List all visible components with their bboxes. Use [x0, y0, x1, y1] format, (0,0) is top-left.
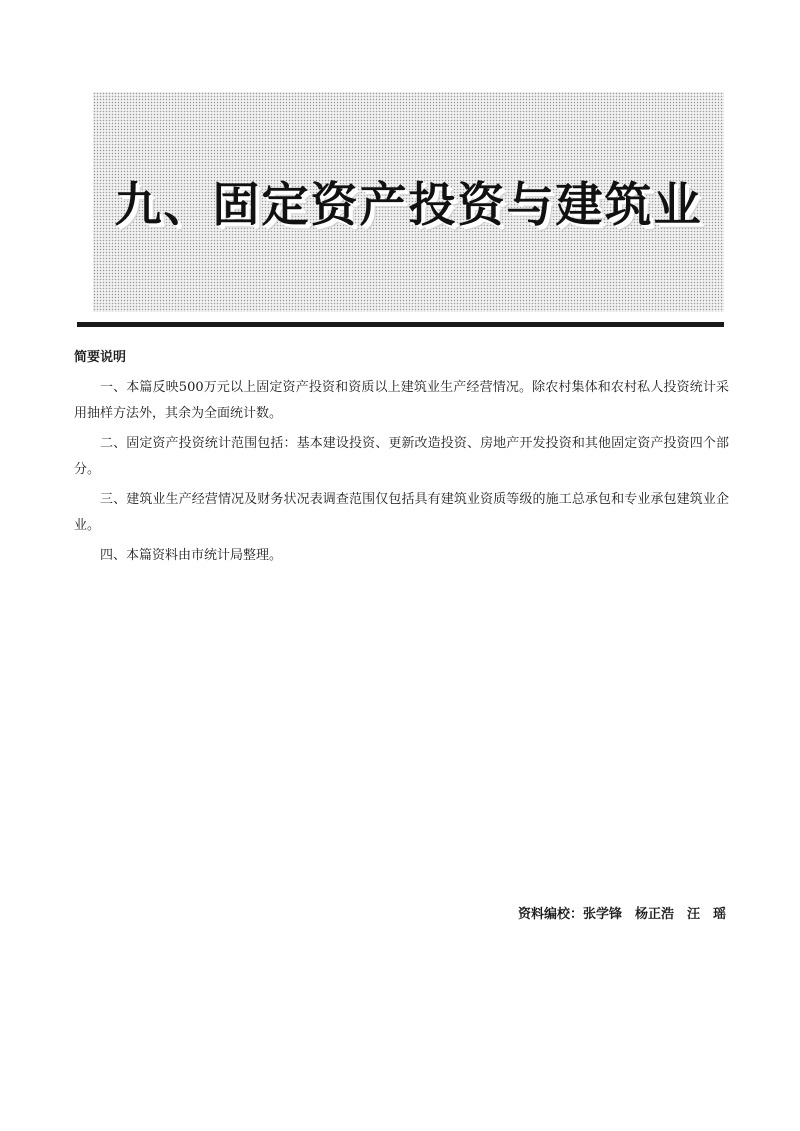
- summary-heading: 简要说明: [74, 350, 127, 365]
- title-divider: [77, 322, 724, 327]
- summary-paragraph-4: 四、本篇资料由市统计局整理。: [100, 548, 283, 563]
- summary-paragraph-1: 一、本篇反映500万元以上固定资产投资和资质以上建筑业生产经营情况。除农村集体和农村私人投资统计采用抽样方法外，其余为全面统计数。: [74, 380, 729, 421]
- summary-section: [74, 347, 729, 573]
- chapter-title: 九、固定资产投资与建筑业: [114, 178, 703, 233]
- editors-credit: 资料编校：张学锋 杨正浩 汪 瑶: [517, 907, 726, 922]
- chapter-banner: [93, 92, 724, 312]
- summary-paragraph-3: 三、建筑业生产经营情况及财务状况表调查范围仅包括具有建筑业资质等级的施工总承包和专业承包建筑业企业。: [74, 492, 729, 533]
- summary-paragraph-2: 二、固定资产投资统计范围包括：基本建设投资、更新改造投资、房地产开发投资和其他固定资产投资四个部分。: [74, 436, 729, 477]
